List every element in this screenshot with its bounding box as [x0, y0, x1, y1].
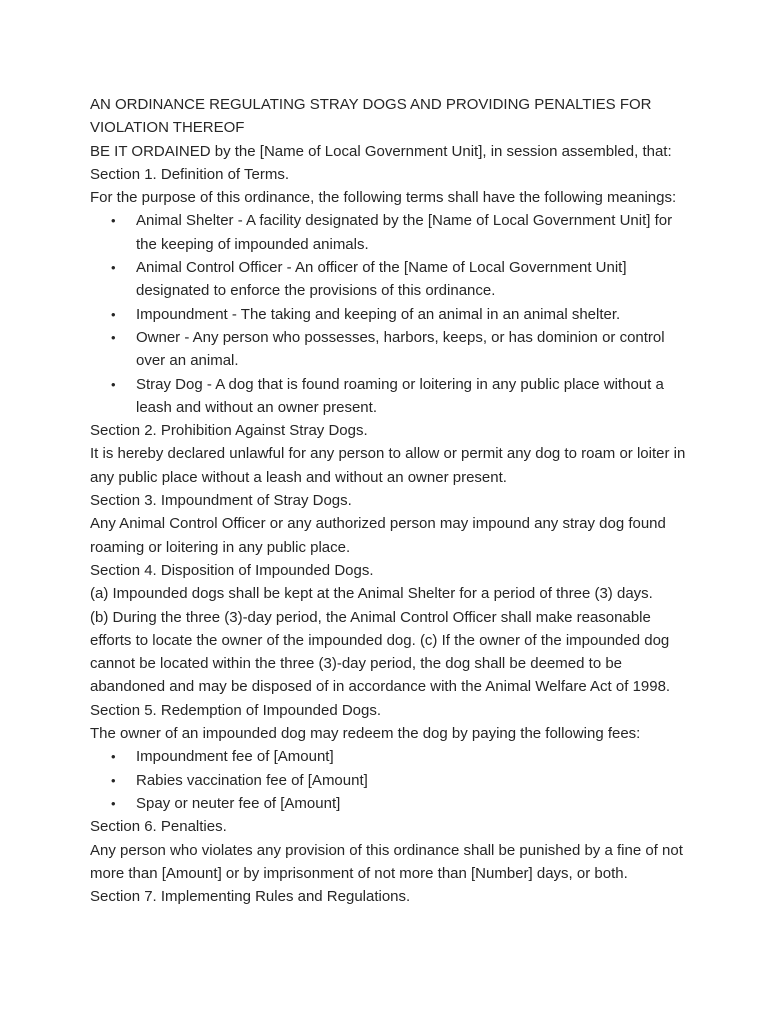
section-2-body: It is hereby declared unlawful for any person to allow or permit any dog to roam or loiter in any public place without a leash and without an owner present. — [90, 445, 686, 486]
section-6-heading: Section 6. Penalties. — [90, 818, 227, 836]
fees-list — [90, 745, 688, 815]
section-6-body: Any person who violates any provision of this ordinance shall be punished by a fine of not more than [Amount] or by imprisonment of not more than [Number] days, or both. — [90, 841, 683, 882]
definitions-list — [90, 209, 688, 419]
section-4-body-b: (b) During the three (3)-day period, the Animal Control Officer shall make reasonable efforts to locate the owner of the impounded dog. (c) If the owner of the impounded dog cannot be located within the three (3)-day period, the dog shall be deemed to be abandoned and may be disposed of in accordance with the Animal Welfare Act of 1998. — [90, 608, 671, 696]
section-4-heading: Section 4. Disposition of Impounded Dogs. — [90, 561, 374, 579]
list-item: • Impoundment - The taking and keeping of an animal in an animal shelter. — [136, 303, 688, 326]
list-item: • Stray Dog - A dog that is found roaming or loitering in any public place without a leash and without an owner present. — [136, 373, 688, 420]
section-1-intro: For the purpose of this ordinance, the following terms shall have the following meanings: — [90, 189, 677, 207]
section-1-heading: Section 1. Definition of Terms. — [90, 165, 289, 183]
section-3-body: Any Animal Control Officer or any authorized person may impound any stray dog found roaming or loitering in any public place. — [90, 515, 666, 556]
section-2-heading: Section 2. Prohibition Against Stray Dogs. — [90, 422, 368, 440]
section-3-heading: Section 3. Impoundment of Stray Dogs. — [90, 492, 352, 510]
list-item: • Spay or neuter fee of [Amount] — [136, 792, 688, 815]
list-item: • Owner - Any person who possesses, harbors, keeps, or has dominion or control over an animal. — [136, 326, 688, 373]
list-item: • Impoundment fee of [Amount] — [136, 745, 688, 768]
list-item: • Animal Control Officer - An officer of the [Name of Local Government Unit] designated to enforce the provisions of this ordinance. — [136, 256, 688, 303]
section-7-heading: Section 7. Implementing Rules and Regulations. — [90, 888, 411, 906]
section-5-intro: The owner of an impounded dog may redeem the dog by paying the following fees: — [90, 725, 641, 743]
list-item: • Rabies vaccination fee of [Amount] — [136, 769, 688, 792]
enacting-clause: BE IT ORDAINED by the [Name of Local Government Unit], in session assembled, that: — [90, 142, 672, 160]
section-4-body-a: (a) Impounded dogs shall be kept at the Animal Shelter for a period of three (3) days. — [90, 585, 653, 603]
section-5-heading: Section 5. Redemption of Impounded Dogs. — [90, 701, 382, 719]
list-item: • Animal Shelter - A facility designated by the [Name of Local Government Unit] for the keeping of impounded animals. — [136, 209, 688, 256]
document-title: AN ORDINANCE REGULATING STRAY DOGS AND PROVIDING PENALTIES FOR VIOLATION THEREOF — [90, 96, 652, 137]
